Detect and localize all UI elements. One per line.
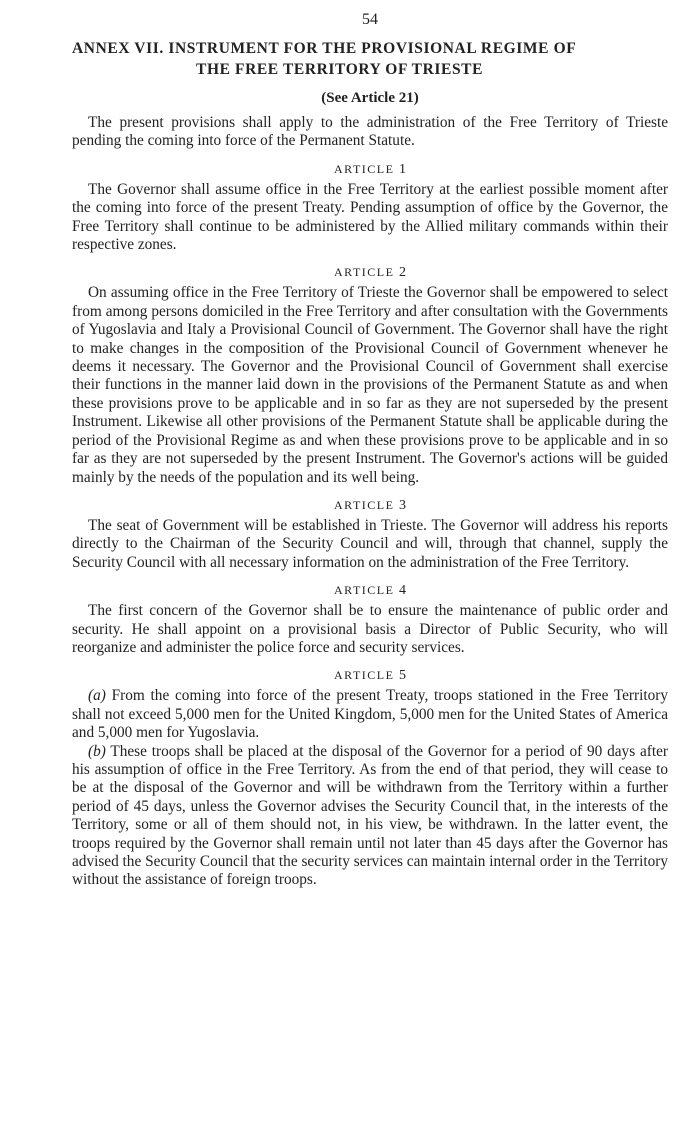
article-1-paragraph: The Governor shall assume office in the Free Territory at the earliest possible moment after the coming into force of the present Treaty. Pending assumption of office by the Governor, the Free Territory shall continue to be administered by the Allied military commands within their respective zones. [72, 180, 668, 254]
article-label: ARTICLE [334, 668, 395, 683]
article-number: 4 [398, 583, 406, 599]
article-5-paragraph-b [72, 743, 668, 890]
paragraph-text: These troops shall be placed at the disposal of the Governor for a period of 90 days after his assumption of office in the Free Territory. As from the end of that period, they will cease to be at the disposal of the Governor and will be withdrawn from the Territory within a further period of 45 days, unless the Governor advises the Security Council that, in the interests of the Territory, some or all of them should not, in his view, be withdrawn. In the latter event, the troops required by the Governor shall remain until not later than 45 days after the Governor has advised the Security Council that the security services can maintain internal order in the Territory without the assistance of foreign troops. [72, 742, 668, 889]
article-label: ARTICLE [334, 497, 395, 512]
article-3-paragraph: The seat of Government will be established in Trieste. The Governor will address his reports directly to the Chairman of the Security Council and will, through that channel, supply the Security Council with all necessary information on the administration of the Free Territory. [72, 516, 668, 571]
article-number: 1 [398, 161, 406, 177]
annex-title [72, 38, 668, 80]
annex-title-line-2: THE FREE TERRITORY OF TRIESTE [196, 61, 484, 78]
see-article-reference: (See Article 21) [321, 90, 419, 106]
article-4-heading [72, 582, 668, 599]
article-label: ARTICLE [334, 583, 395, 598]
article-2-paragraph: On assuming office in the Free Territory of Trieste the Governor shall be empowered to select from among persons domiciled in the Free Territory and after consultation with the Governments of Yugoslavia and Italy a Provisional Council of Government. The Governor shall have the right to make changes in the composition of the Provisional Council of Government whenever he deems it necessary. The Governor and the Provisional Council of Government shall exercise their functions in the manner laid down in the provisions of the Permanent Statute as and when these provisions prove to be applicable and in so far as they are not superseded by the present Instrument. Likewise all other provisions of the Permanent Statute shall be applicable during the period of the Provisional Regime as and when these provisions prove to be applicable and in so far as they are not superseded by the present Instrument. The Governor's actions will be guided mainly by the needs of the population and its well being. [72, 284, 668, 486]
page-number: 54 [362, 11, 378, 28]
article-label: ARTICLE [334, 161, 395, 176]
article-number: 5 [398, 668, 406, 684]
article-5-heading [72, 667, 668, 684]
annex-title-line-1: ANNEX VII. INSTRUMENT FOR THE PROVISIONAL REGIME OF [72, 40, 577, 57]
article-3-heading [72, 497, 668, 514]
intro-paragraph: The present provisions shall apply to the administration of the Free Territory of Trieste pending the coming into force of the Permanent Statute. [72, 114, 668, 150]
article-4-paragraph: The first concern of the Governor shall be to ensure the maintenance of public order and security. He shall appoint on a provisional basis a Director of Public Security, who will reorganize and administer the police force and security services. [72, 602, 668, 656]
article-1-heading [72, 161, 668, 178]
paragraph-text: From the coming into force of the present Treaty, troops stationed in the Free Territory shall not exceed 5,000 men for the United Kingdom, 5,000 men for the United States of America and 5,000 men for Yugoslavia. [72, 687, 669, 742]
paragraph-mark: (b) [88, 742, 106, 760]
article-number: 2 [398, 265, 406, 281]
article-2-heading [72, 264, 668, 281]
article-5-paragraph-a [72, 687, 668, 742]
document-page [72, 10, 668, 890]
article-number: 3 [398, 497, 406, 513]
paragraph-mark: (a) [88, 687, 106, 705]
article-label: ARTICLE [334, 265, 395, 280]
